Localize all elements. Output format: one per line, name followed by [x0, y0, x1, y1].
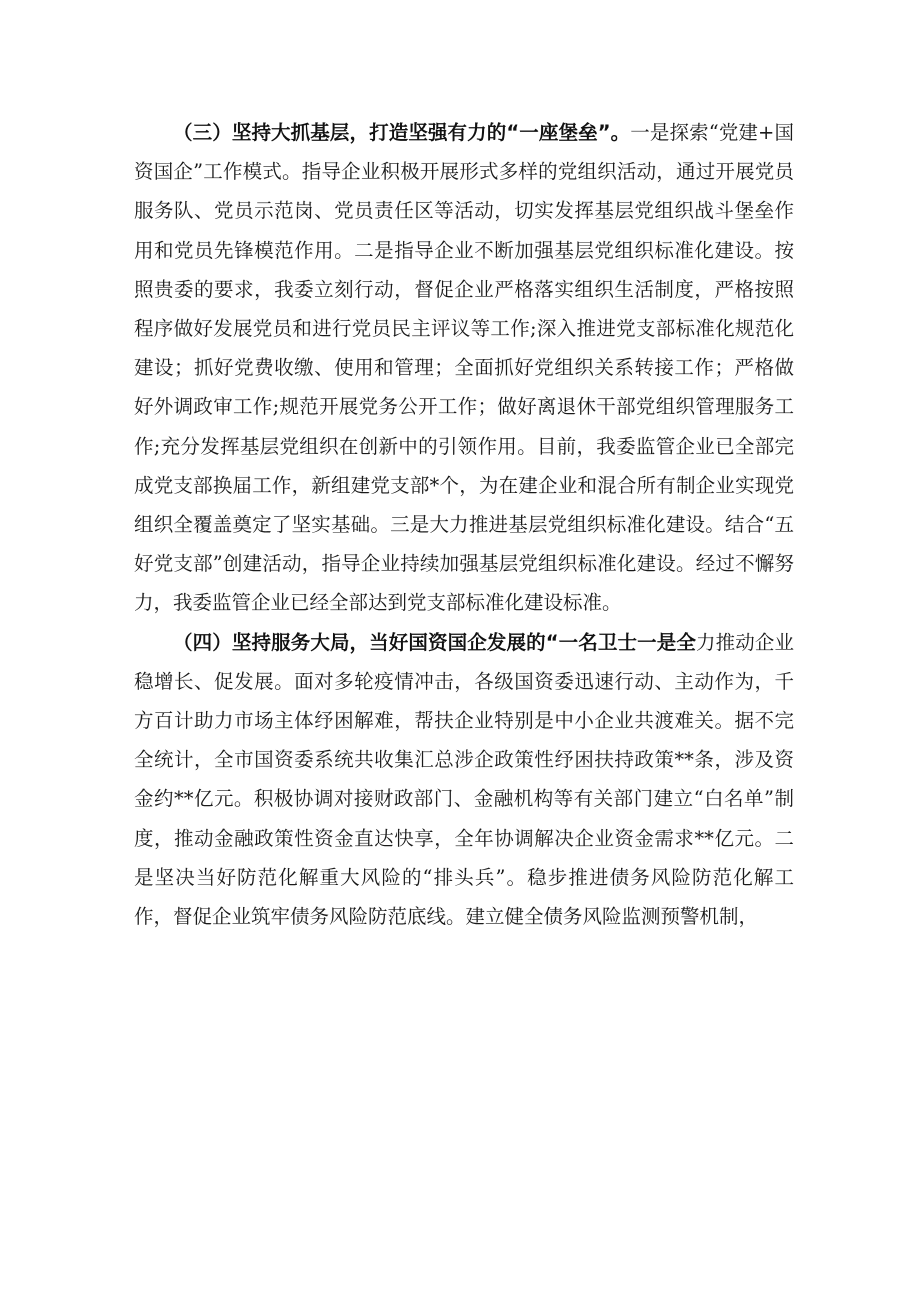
paragraph-section-three	[134, 113, 794, 623]
paragraph-section-four	[134, 623, 794, 937]
section-four-text: 力推动企业稳增长、促发展。面对多轮疫情冲击，各级国资委迅速行动、主动作为，千方百计助力市场主体纾困解难，帮扶企业特别是中小企业共渡难关。据不完全统计，全市国资委系统共收集汇总涉企政策性纾困扶持政策**条，涉及资金约**亿元。积极协调对接财政部门、金融机构等有关部门建立“白名单”制度，推动金融政策性资金直达快享，全年协调解决企业资金需求**亿元。二是坚决当好防范化解重大风险的“排头兵”。稳步推进债务风险防范化解工作，督促企业筑牢债务风险防范底线。建立健全债务风险监测预警机制，	[134, 630, 794, 929]
section-four-heading: （四）坚持服务大局，当好国资国企发展的“一名卫士一是全	[173, 630, 697, 654]
section-three-heading: （三）坚持大抓基层，打造坚强有力的“一座堡垒”。	[173, 121, 631, 144]
section-three-text: 一是探索“党建+国资国企”工作模式。指导企业积极开展形式多样的党组织活动，通过开展党员服务队、党员示范岗、党员责任区等活动，切实发挥基层党组织战斗堡垒作用和党员先锋模范作用。二是指导企业不断加强基层党组织标准化建设。按照贵委的要求，我委立刻行动，督促企业严格落实组织生活制度，严格按照程序做好发展党员和进行党员民主评议等工作;深入推进党支部标准化规范化建设；抓好党费收缴、使用和管理；全面抓好党组织关系转接工作；严格做好外调政审工作;规范开展党务公开工作；做好离退休干部党组织管理服务工作;充分发挥基层党组织在创新中的引领作用。目前，我委监管企业已全部完成党支部换届工作，新组建党支部*个，为在建企业和混合所有制企业实现党组织全覆盖奠定了坚实基础。三是大力推进基层党组织标准化建设。结合“五好党支部”创建活动，指导企业持续加强基层党组织标准化建设。经过不懈努力，我委监管企业已经全部达到党支部标准化建设标准。	[134, 121, 794, 615]
document-body	[134, 113, 794, 936]
